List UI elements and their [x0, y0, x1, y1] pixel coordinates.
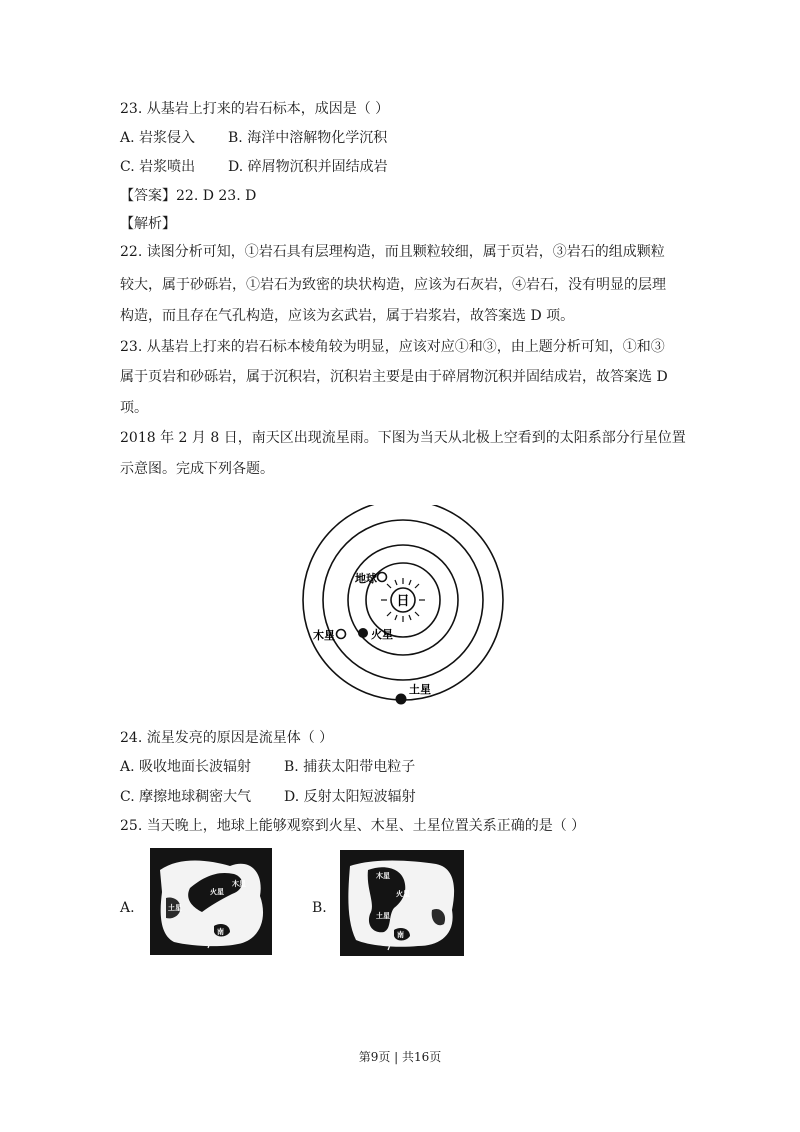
q23-option-d: D. 碎屑物沉积并固结成岩	[228, 159, 388, 175]
q25-option-b: B.	[312, 900, 327, 916]
earth-icon	[378, 573, 387, 582]
exp23-line-3: 项。	[120, 400, 148, 416]
q24-option-a: A. 吸收地面长波辐射	[120, 759, 252, 775]
q23-option-b: B. 海洋中溶解物化学沉积	[228, 130, 388, 146]
map-b-jupiter-label: 木星	[376, 872, 390, 880]
mars-label: 火星	[371, 628, 393, 641]
exp22-line-3: 构造，而且存在气孔构造，应该为玄武岩，属于岩浆岩，故答案选 D 项。	[120, 308, 575, 324]
q23-option-c: C. 岩浆喷出	[120, 159, 196, 175]
q23-option-row-1	[120, 128, 388, 148]
map-b-south-label: 南	[397, 931, 404, 939]
sun-label: 日	[396, 594, 410, 609]
map-a-south-label: 南	[217, 928, 224, 936]
q24-option-b: B. 捕获太阳带电粒子	[284, 759, 416, 775]
earth-label: 地球	[355, 572, 377, 585]
map-b-mars-label: 火星	[396, 890, 410, 898]
q24-option-row-2	[120, 787, 416, 807]
exp23-line-1: 23. 从基岩上打来的岩石标本棱角较为明显，应该对应①和③，由上题分析可知，①和③	[120, 339, 665, 355]
map-b-figure	[340, 850, 464, 956]
q23-stem: 23. 从基岩上打来的岩石标本，成因是（ ）	[120, 101, 390, 117]
analysis-label: 【解析】	[120, 216, 176, 232]
solar-system-figure	[295, 505, 515, 710]
map-a-mars-label: 火星	[210, 888, 224, 896]
saturn-label: 土星	[409, 683, 431, 696]
intro-line-1: 2018 年 2 月 8 日，南天区出现流星雨。下图为当天从北极上空看到的太阳系部分行星位置	[120, 430, 686, 446]
saturn-icon	[396, 694, 407, 705]
q25-option-a: A.	[120, 900, 135, 916]
exp22-line-1: 22. 读图分析可知，①岩石具有层理构造，而且颗粒较细，属于页岩，③岩石的组成颗粒	[120, 244, 665, 260]
map-b-saturn-label: 土星	[376, 912, 390, 920]
exp23-line-2: 属于页岩和砂砾岩，属于沉积岩，沉积岩主要是由于碎屑物沉积并固结成岩，故答案选 D	[120, 369, 668, 385]
exp22-line-2: 较大，属于砂砾岩，①岩石为致密的块状构造，应该为石灰岩，④岩石，没有明显的层理	[120, 277, 666, 293]
jupiter-icon	[337, 630, 346, 639]
mars-icon	[358, 628, 368, 638]
page-footer: 第9页 | 共16页	[358, 1050, 442, 1064]
q24-option-c: C. 摩擦地球稠密大气	[120, 789, 252, 805]
map-a-figure	[150, 848, 272, 955]
q25-stem: 25. 当天晚上，地球上能够观察到火星、木星、土星位置关系正确的是（ ）	[120, 818, 586, 834]
map-a-saturn-label: 土星	[168, 904, 182, 912]
jupiter-label: 木星	[313, 629, 335, 642]
q24-option-row-1	[120, 757, 416, 777]
q24-option-d: D. 反射太阳短波辐射	[284, 789, 416, 805]
intro-line-2: 示意图。完成下列各题。	[120, 461, 274, 477]
q23-option-row-2	[120, 157, 388, 177]
answer-line: 【答案】22. D 23. D	[120, 188, 257, 204]
q23-option-a: A. 岩浆侵入	[120, 130, 196, 146]
map-a-jupiter-label: 木星	[232, 880, 246, 888]
q24-stem: 24. 流星发亮的原因是流星体（ ）	[120, 730, 334, 746]
